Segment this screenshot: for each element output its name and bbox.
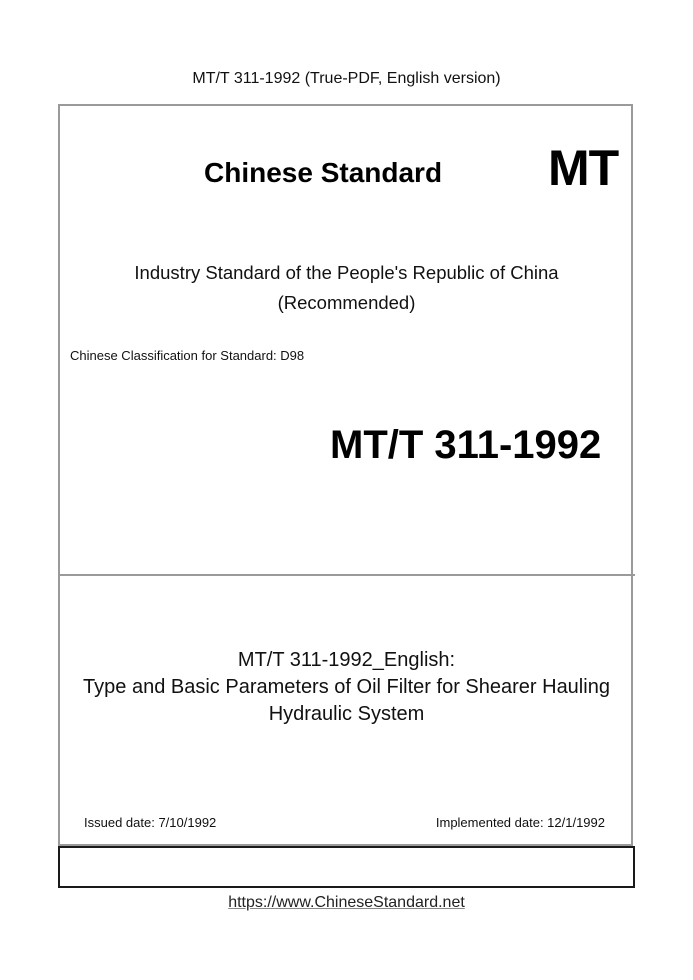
- document-title-line-1: MT/T 311-1992_English:: [237, 649, 456, 671]
- header-title: Chinese Standard: [204, 157, 443, 188]
- industry-line-2: (Recommended): [277, 292, 416, 313]
- document-title-line-3: Hydraulic System: [268, 703, 425, 725]
- implemented-date: Implemented date: 12/1/1992: [435, 815, 605, 830]
- header-code: MT: [548, 140, 619, 196]
- document-title: [58, 647, 635, 728]
- top-caption: MT/T 311-1992 (True-PDF, English version): [192, 70, 501, 87]
- issued-date: Issued date: 7/10/1992: [84, 815, 217, 830]
- section-divider: [58, 574, 635, 576]
- bottom-box: [58, 846, 635, 888]
- document-title-line-2: Type and Basic Parameters of Oil Filter for Shearer Hauling: [83, 676, 610, 698]
- industry-line-1: Industry Standard of the People's Republic of China: [134, 262, 559, 283]
- classification-label: Chinese Classification for Standard: D98: [70, 348, 305, 363]
- cover-frame: [58, 104, 633, 846]
- standard-number: MT/T 311-1992: [330, 423, 602, 467]
- footer-link[interactable]: https://www.ChineseStandard.net: [228, 894, 465, 911]
- industry-standard-heading: [58, 258, 635, 318]
